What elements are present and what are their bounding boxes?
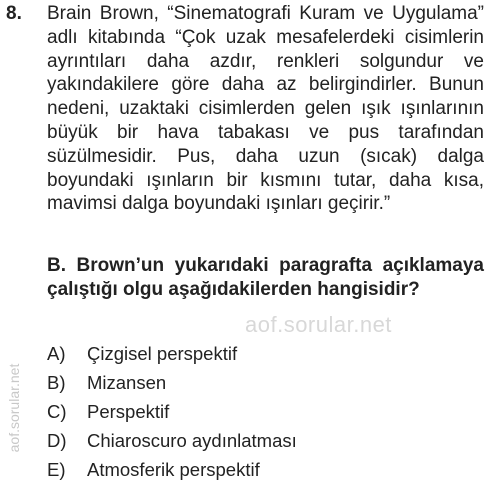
watermark-vertical: aof.sorular.net	[6, 363, 22, 453]
question-body: Brain Brown, “Sinematografi Kuram ve Uygulama” adlı kitabında “Çok uzak mesafelerdeki cisimlerin ayrıntıları daha azdır, renkleri solgundur ve yakındakilere göre daha az belirgindirler. Bunun nedeni, uzaktaki cisimlerden gelen ışık ışınlarının büyük bir hava tabakası ve pus tarafından süzülmesidir. Pus, daha uzun (sıcak) dalga boyundaki ışınların bir kısmını tutar, daha kısa, mavimsi dalga boyundaki ışınları geçirir.”	[47, 3, 484, 215]
question-stem: B. Brown’un yukarıdaki paragrafta açıklamaya çalıştığı olgu aşağıdakilerden hangisidir?	[47, 255, 484, 300]
option-b[interactable]	[47, 368, 477, 397]
option-c[interactable]	[47, 397, 477, 426]
option-text: Çizgisel perspektif	[87, 343, 238, 364]
question-number: 8.	[6, 3, 22, 24]
option-text: Atmosferik perspektif	[87, 459, 260, 480]
watermark-horizontal: aof.sorular.net	[245, 312, 392, 337]
option-letter: E)	[47, 459, 66, 480]
option-text: Perspektif	[87, 401, 170, 422]
option-a[interactable]	[47, 339, 477, 368]
option-text: Mizansen	[87, 372, 167, 393]
answer-options	[47, 339, 477, 484]
option-text: Chiaroscuro aydınlatması	[87, 430, 297, 451]
option-letter: A)	[47, 343, 66, 364]
option-e[interactable]	[47, 455, 477, 484]
option-letter: D)	[47, 430, 67, 451]
option-letter: B)	[47, 372, 66, 393]
option-d[interactable]	[47, 426, 477, 455]
option-letter: C)	[47, 401, 67, 422]
